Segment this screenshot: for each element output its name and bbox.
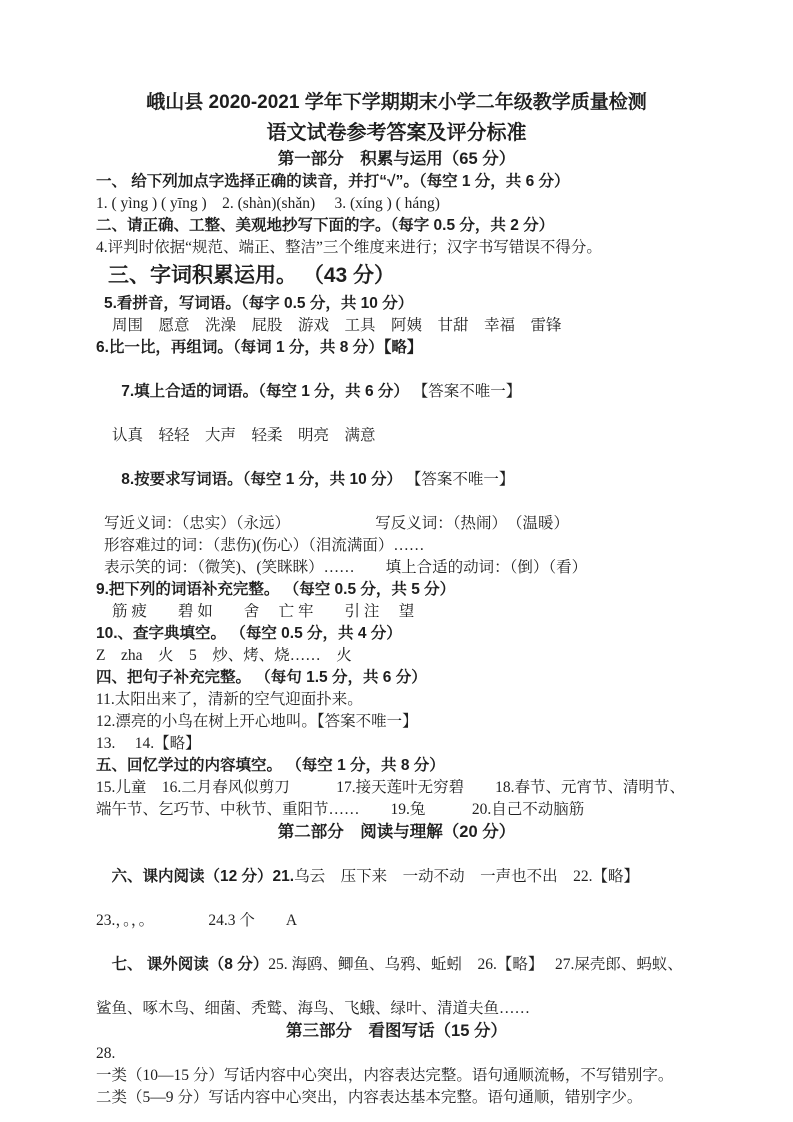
q27-answers-continued: 鲨鱼、啄木鸟、细菌、秃鹫、海鸟、飞蛾、绿叶、清道夫鱼……: [96, 1000, 531, 1017]
section6-heading: 六、课内阅读（12 分）21.: [111, 868, 295, 885]
q13-14-answer: 13. 14.【略】: [96, 735, 201, 752]
q10-answers: Z zha 火 5 炒、烤、烧…… 火: [96, 647, 352, 664]
q8-note: 【答案不唯一】: [402, 471, 515, 488]
q7-heading: [96, 359, 723, 425]
section4-heading: 四、把句子补充完整。 （每句 1.5 分，共 6 分）: [96, 669, 427, 686]
part1-heading: 第一部分 积累与运用（65 分）: [277, 150, 516, 168]
grade1-criteria: 一类（10—15 分）写话内容中心突出，内容表达完整。语句通顺流畅，不写错别字。: [96, 1067, 674, 1084]
q9-heading: 9.把下列的词语补充完整。 （每空 0.5 分，共 5 分）: [96, 581, 456, 598]
q8-sad-words-answers: 形容难过的词：（悲伤)(伤心）（泪流满面）……: [104, 537, 425, 554]
q9-answers: 筋 疲 碧 如 舍 亡 牢 引 注 望: [112, 603, 415, 620]
q7-note: 【答案不唯一】: [408, 383, 522, 400]
section1-heading: 一、 给下列加点字选择正确的读音，并打“√”。（每空 1 分，共 6 分）: [96, 173, 570, 190]
q1-3-answers: 1. ( yìng ) ( yīng ) 2. (shàn)(shǎn) 3. (xíng ) ( háng): [96, 195, 440, 212]
q28-label: 28.: [96, 1045, 116, 1062]
q8-smile-words-answers: 表示笑的词：（微笑)、(笑眯眯）…… 填上合适的动词：（倒）（看）: [104, 559, 588, 576]
part3-heading: 第三部分 看图写话（15 分）: [286, 1022, 507, 1040]
section5-heading: 五、回忆学过的内容填空。 （每空 1 分，共 8 分）: [96, 757, 445, 774]
section7-heading-and-answers: [96, 932, 723, 998]
q8-synonym-antonym-answers: 写近义词：（忠实）（永远） 写反义词：（热闹） （温暖）: [104, 515, 570, 532]
q6-heading: 6.比一比，再组词。（每词 1 分，共 8 分）【略】: [96, 339, 423, 356]
q21-22-answers: 乌云 压下来 一动不动 一声也不出 22.【略】: [294, 868, 639, 885]
q11-answer: 11.太阳出来了，清新的空气迎面扑来。: [96, 691, 363, 708]
grade2-criteria: 二类（5—9 分）写话内容中心突出，内容表达基本完整。语句通顺，错别字少。: [96, 1089, 643, 1106]
answer-key-title: 语文试卷参考答案及评分标准: [266, 122, 527, 144]
q7-heading-text: 7.填上合适的词语。（每空 1 分，共 6 分）: [121, 383, 409, 400]
q15-18-answers: 15.儿童 16.二月春风似剪刀 17.接天莲叶无穷碧 18.春节、元宵节、清明节、: [96, 779, 686, 796]
q5-heading: 5.看拼音，写词语。（每字 0.5 分，共 10 分）: [104, 295, 414, 312]
q10-heading: 10.、查字典填空。 （每空 0.5 分，共 4 分）: [96, 625, 402, 642]
q5-answers: 周围 愿意 洗澡 屁股 游戏 工具 阿姨 甘甜 幸福 雷锋: [112, 317, 562, 334]
section2-heading: 二、请正确、工整、美观地抄写下面的字。（每字 0.5 分，共 2 分）: [96, 217, 555, 234]
q4-answer: 4.评判时依据“规范、端正、整洁”三个维度来进行；汉字书写错误不得分。: [96, 239, 602, 256]
section3-heading: 三、字词积累运用。 （43 分）: [108, 264, 396, 287]
q8-heading: [96, 447, 723, 513]
section6-heading-and-answers: [96, 844, 723, 910]
q23-24-answers: 23.，。，。 24.3 个 A: [96, 912, 298, 929]
part2-heading: 第二部分 阅读与理解（20 分）: [277, 823, 516, 841]
q25-27-answers: 25. 海鸥、鲫鱼、乌鸦、蚯蚓 26.【略】 27.屎壳郎、蚂蚁、: [268, 956, 683, 973]
section7-heading: 七、 课外阅读（8 分）: [111, 956, 269, 973]
q18-20-answers: 端午节、乞巧节、中秋节、重阳节…… 19.兔 20.自己不动脑筋: [96, 801, 585, 818]
q7-answers: 认真 轻轻 大声 轻柔 明亮 满意: [112, 427, 376, 444]
exam-title: 峨山县 2020-2021 学年下学期期末小学二年级教学质量检测: [146, 92, 647, 113]
q12-answer: 12.漂亮的小鸟在树上开心地叫。【答案不唯一】: [96, 713, 418, 730]
q8-heading-text: 8.按要求写词语。（每空 1 分，共 10 分）: [121, 471, 402, 488]
